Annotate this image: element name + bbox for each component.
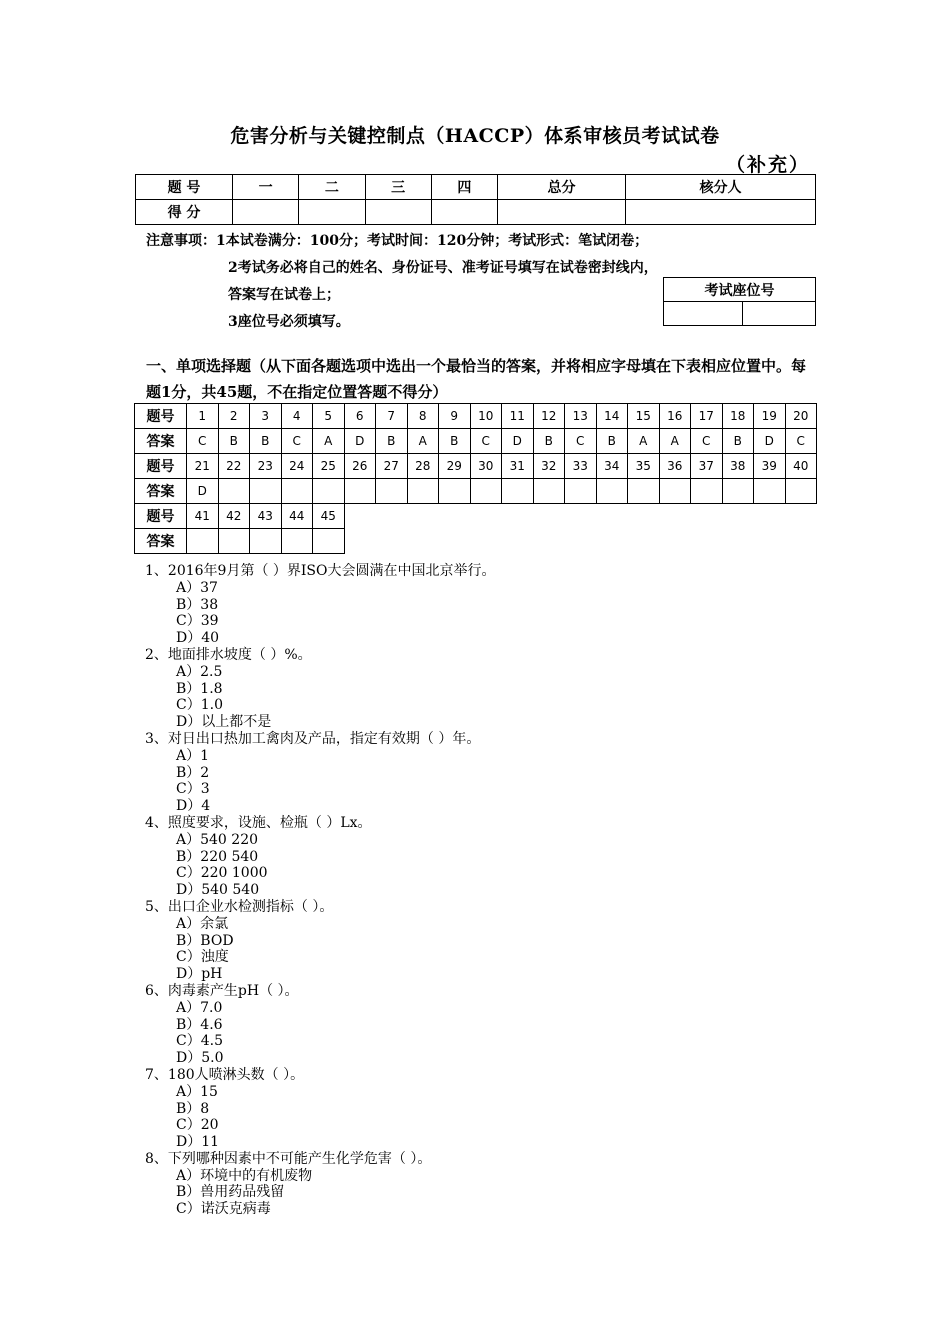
score-header-cell: 三 (365, 175, 431, 200)
question-option: A）7.0 (176, 999, 223, 1016)
number-row-label: 题号 (135, 504, 187, 529)
question-option: C）浊度 (176, 949, 229, 966)
question-number-cell: 45 (313, 504, 345, 529)
answer-cell[interactable]: D (754, 429, 786, 454)
question-option: C）1.0 (176, 697, 223, 714)
answer-row (135, 529, 817, 554)
question-number-cell: 18 (722, 404, 754, 429)
question-number-cell: 19 (754, 404, 786, 429)
question-number-cell: 4 (281, 404, 313, 429)
question-number-cell: 31 (502, 454, 534, 479)
answer-cell[interactable]: D (502, 429, 534, 454)
question-number-cell: 10 (470, 404, 502, 429)
answer-cell[interactable] (218, 529, 250, 554)
answer-cell[interactable] (596, 479, 628, 504)
score-header-cell: 一 (233, 175, 299, 200)
answer-cell[interactable] (281, 529, 313, 554)
score-header-row (136, 175, 816, 200)
answer-cell[interactable]: C (785, 429, 817, 454)
score-header-cell: 题 号 (136, 175, 233, 200)
answer-cell[interactable] (313, 529, 345, 554)
number-row-label: 题号 (135, 404, 187, 429)
question-option: D）4 (176, 798, 211, 815)
answer-cell[interactable] (313, 479, 345, 504)
question-number-cell: 40 (785, 454, 817, 479)
question-option: C）4.5 (176, 1033, 223, 1050)
answer-cell[interactable]: B (722, 429, 754, 454)
exam-notes (146, 228, 658, 336)
answer-cell[interactable]: B (596, 429, 628, 454)
question-number-cell: 9 (439, 404, 471, 429)
question-number-cell: 7 (376, 404, 408, 429)
answer-cell[interactable] (250, 479, 282, 504)
answer-row-label: 答案 (135, 429, 187, 454)
question-number-cell: 5 (313, 404, 345, 429)
score-value-row (136, 200, 816, 225)
question-number-cell: 38 (722, 454, 754, 479)
question-number-cell: 33 (565, 454, 597, 479)
answer-cell[interactable]: B (533, 429, 565, 454)
question-option: C）220 1000 (176, 865, 268, 882)
notes-line-2: 2考试务必将自己的姓名、身份证号、准考证号填写在试卷密封线内， (228, 260, 658, 276)
question-option: D）pH (176, 966, 223, 983)
question-option: A）环境中的有机废物 (176, 1167, 313, 1184)
question-number-cell: 20 (785, 404, 817, 429)
question-text: 3、对日出口热加工禽肉及产品，指定有效期（ ）年。 (145, 730, 481, 747)
answer-row (135, 479, 817, 504)
score-input-cell[interactable] (233, 200, 299, 225)
answer-cell[interactable] (533, 479, 565, 504)
answer-row (135, 429, 817, 454)
answer-cell[interactable] (344, 479, 376, 504)
answer-cell[interactable] (376, 479, 408, 504)
question-number-cell: 37 (691, 454, 723, 479)
answer-cell[interactable] (502, 479, 534, 504)
question-option: A）余氯 (176, 915, 229, 932)
question-option: B）220 540 (176, 848, 259, 865)
score-header-cell: 四 (431, 175, 497, 200)
question-option: A）540 220 (176, 831, 259, 848)
question-option: D）540 540 (176, 882, 260, 899)
question-option: A）37 (176, 579, 218, 596)
answer-cell[interactable] (470, 479, 502, 504)
answer-number-row (135, 504, 817, 529)
question-number-cell: 6 (344, 404, 376, 429)
answer-table (134, 403, 817, 554)
answer-cell[interactable]: A (407, 429, 439, 454)
question-number-cell: 27 (376, 454, 408, 479)
answer-row-label: 答案 (135, 479, 187, 504)
score-input-cell[interactable] (365, 200, 431, 225)
seat-number-label: 考试座位号 (664, 278, 816, 302)
answer-cell[interactable] (628, 479, 660, 504)
question-option: D）40 (176, 630, 220, 647)
question-number-cell: 29 (439, 454, 471, 479)
question-option: C）20 (176, 1117, 219, 1134)
question-number-cell: 8 (407, 404, 439, 429)
question-number-cell: 41 (187, 504, 219, 529)
question-option: B）38 (176, 596, 219, 613)
answer-cell[interactable]: A (313, 429, 345, 454)
answer-cell[interactable] (407, 479, 439, 504)
question-number-cell: 26 (344, 454, 376, 479)
answer-cell[interactable]: D (344, 429, 376, 454)
question-number-cell: 12 (533, 404, 565, 429)
question-number-cell: 36 (659, 454, 691, 479)
answer-cell[interactable]: C (565, 429, 597, 454)
answer-cell[interactable] (754, 479, 786, 504)
question-option: C）诺沃克病毒 (176, 1201, 271, 1218)
question-option: B）4.6 (176, 1016, 223, 1033)
question-option: B）2 (176, 764, 210, 781)
score-table (135, 174, 816, 225)
answer-cell[interactable] (187, 529, 219, 554)
answer-cell[interactable]: C (691, 429, 723, 454)
question-number-cell: 1 (187, 404, 219, 429)
answer-cell[interactable] (785, 479, 817, 504)
question-number-cell: 32 (533, 454, 565, 479)
answer-cell[interactable]: B (376, 429, 408, 454)
answer-cell[interactable]: C (470, 429, 502, 454)
page-title: 危害分析与关键控制点（HACCP）体系审核员考试试卷 (230, 125, 720, 147)
answer-cell[interactable] (250, 529, 282, 554)
score-input-cell[interactable] (299, 200, 365, 225)
question-number-cell: 43 (250, 504, 282, 529)
number-row-label: 题号 (135, 454, 187, 479)
question-number-cell: 3 (250, 404, 282, 429)
question-number-cell: 23 (250, 454, 282, 479)
question-number-cell: 21 (187, 454, 219, 479)
answer-cell[interactable] (439, 479, 471, 504)
answer-cell[interactable]: B (439, 429, 471, 454)
answer-cell[interactable] (218, 479, 250, 504)
notes-label: 注意事项： (146, 233, 216, 249)
question-number-cell: 11 (502, 404, 534, 429)
question-option: C）3 (176, 781, 210, 798)
question-number-cell: 39 (754, 454, 786, 479)
notes-line-4: 3座位号必须填写。 (228, 314, 350, 330)
notes-line-3: 答案写在试卷上； (228, 287, 340, 303)
answer-cell[interactable]: C (187, 429, 219, 454)
question-number-cell: 34 (596, 454, 628, 479)
question-number-cell: 28 (407, 454, 439, 479)
seat-number-input[interactable] (664, 302, 743, 326)
question-text: 4、照度要求，设施、检瓶（ ）Lx。 (145, 814, 372, 831)
question-option: D）5.0 (176, 1050, 224, 1067)
question-option: B）1.8 (176, 680, 223, 697)
answer-cell[interactable] (659, 479, 691, 504)
question-number-cell: 24 (281, 454, 313, 479)
question-number-cell: 15 (628, 404, 660, 429)
question-number-cell: 22 (218, 454, 250, 479)
question-option: D）以上都不是 (176, 714, 272, 731)
question-number-cell: 35 (628, 454, 660, 479)
question-option: C）39 (176, 613, 219, 630)
score-input-cell[interactable] (626, 200, 816, 225)
question-text: 8、下列哪种因素中不可能产生化学危害（ ）。 (145, 1150, 432, 1167)
score-header-cell: 总分 (498, 175, 626, 200)
section-1-heading: 一、单项选择题（从下面各题选项中选出一个最恰当的答案，并将相应字母填在下表相应位置中。每题1分，共45题，不在指定位置答题不得分） (146, 357, 807, 401)
question-option: A）1 (176, 747, 210, 764)
score-header-cell: 核分人 (626, 175, 816, 200)
question-text: 1、2016年9月第（ ）界ISO大会圆满在中国北京举行。 (145, 563, 496, 579)
seat-number-input[interactable] (743, 302, 816, 326)
question-number-cell: 16 (659, 404, 691, 429)
answer-number-row (135, 404, 817, 429)
question-text: 7、180人喷淋头数（ ）。 (145, 1066, 305, 1083)
score-label-cell: 得 分 (136, 200, 233, 225)
answer-cell[interactable] (281, 479, 313, 504)
question-text: 6、肉毒素产生pH（ ）。 (145, 982, 299, 999)
answer-row-label: 答案 (135, 529, 187, 554)
answer-cell[interactable] (722, 479, 754, 504)
question-number-cell: 44 (281, 504, 313, 529)
score-input-cell[interactable] (431, 200, 497, 225)
notes-line-1: 1本试卷满分：100分；考试时间：120分钟；考试形式：笔试闭卷； (216, 233, 649, 249)
answer-cell[interactable] (565, 479, 597, 504)
question-text: 5、出口企业水检测指标（ ）。 (145, 898, 334, 915)
question-option: A）15 (176, 1083, 218, 1100)
question-number-cell: 13 (565, 404, 597, 429)
question-option: D）11 (176, 1134, 220, 1151)
question-number-cell: 30 (470, 454, 502, 479)
question-option: B）BOD (176, 932, 234, 949)
answer-cell[interactable]: B (218, 429, 250, 454)
score-header-cell: 二 (299, 175, 365, 200)
question-number-cell: 42 (218, 504, 250, 529)
question-number-cell: 17 (691, 404, 723, 429)
answer-cell[interactable]: A (628, 429, 660, 454)
question-number-cell: 2 (218, 404, 250, 429)
score-input-cell[interactable] (498, 200, 626, 225)
answer-cell[interactable]: D (187, 479, 219, 504)
question-number-cell: 14 (596, 404, 628, 429)
answer-cell[interactable]: B (250, 429, 282, 454)
answer-number-row (135, 454, 817, 479)
page-subtitle: （补充） (726, 154, 811, 176)
seat-number-box (663, 277, 816, 326)
question-option: B）兽用药品残留 (176, 1184, 285, 1201)
answer-cell[interactable]: A (659, 429, 691, 454)
answer-cell[interactable] (691, 479, 723, 504)
question-option: A）2.5 (176, 663, 223, 680)
answer-cell[interactable]: C (281, 429, 313, 454)
question-option: B）8 (176, 1100, 210, 1117)
question-text: 2、地面排水坡度（ ）%。 (145, 646, 312, 663)
question-number-cell: 25 (313, 454, 345, 479)
question-list (145, 563, 496, 1218)
